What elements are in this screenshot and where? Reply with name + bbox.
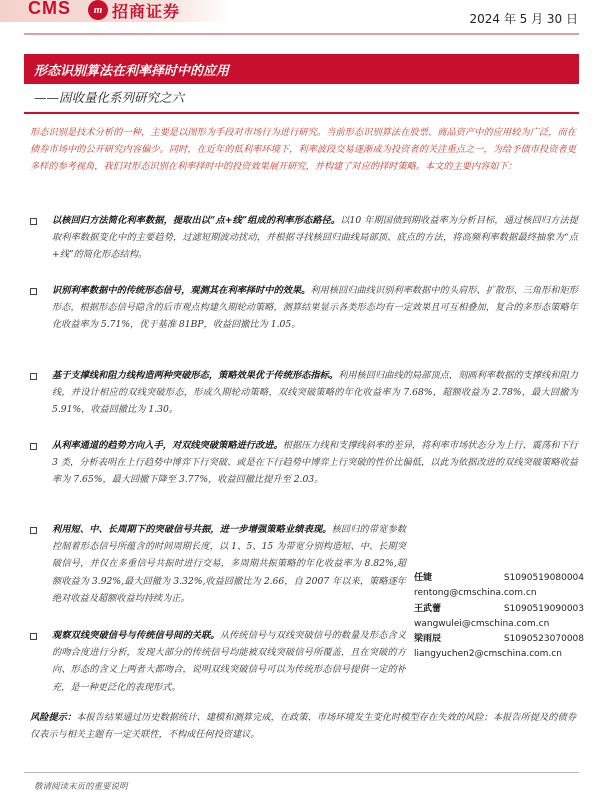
author-cert: S1090519090003: [503, 603, 584, 614]
report-date: 2024 年 5 月 30 日: [469, 12, 578, 26]
bullet-lead: 从利率通道的趋势方向入手，对双线突破策略进行改进。: [52, 440, 283, 451]
bullet-lead: 识别利率数据中的传统形态信号，观测其在利率择时中的效果。: [52, 285, 311, 296]
bullet-lead: 观察双线突破信号与传统信号间的关联。: [52, 630, 220, 641]
risk-label: 风险提示：: [30, 712, 77, 723]
author-row: [414, 571, 584, 586]
bullet-body: 以10 年期国债到期收益率为分析目标，通过核回归方法提取利率数据变化中的主要趋势，过滤短期波动扰动，并根据寻找核回归曲线局部顶、底点的方法，将高频利率数据最终抽象为“点+线”的简化形态结构。: [52, 215, 578, 261]
risk-warning: [30, 709, 576, 743]
author-name: 梁雨辰: [414, 634, 442, 645]
summary-bullet: [30, 627, 406, 696]
page-header: [0, 0, 600, 40]
report-subtitle: ——固收量化系列研究之六: [34, 90, 185, 105]
title-bar: [24, 54, 579, 84]
logo-text-en: CMS: [28, 0, 71, 18]
author-email[interactable]: liangyuchen2@cmschina.com.cn: [414, 649, 562, 660]
subtitle-divider: [24, 112, 579, 114]
summary-bullet: [30, 437, 578, 489]
summary-bullet: [30, 367, 578, 419]
footer-divider: [24, 772, 579, 773]
report-title: 形态识别算法在利率择时中的应用: [34, 64, 230, 79]
risk-text: 本报告结果通过历史数据统计、建模和测算完成，在政策、市场环境发生变化时模型存在失效的风险；本报告所提及的债券仅表示与相关主题有一定关联性，不构成任何投资建议。: [30, 712, 577, 741]
bullet-body: 核回归的带宽参数控制着形态信号所蕴含的时间周期长度，以 1、5、15 为带宽分别构造短、中、长期突破信号，并仅在多重信号共振时进行交易，多周期共振策略的年化收益率为 8.82%,超额收益为 3.92%,最大回撤为 3.32%,收益回撤比为 2.66，自 2007 年以来，策略逐年绝对收益及超额收益均持续为正。: [52, 524, 407, 604]
author-email[interactable]: wangwulei@cmschina.com.cn: [414, 618, 550, 629]
square-bullet-icon: [30, 443, 37, 450]
bullet-lead: 利用短、中、长周期下的突破信号共振，进一步增强策略业绩表现。: [52, 524, 332, 535]
author-name: 任婕: [414, 573, 433, 583]
author-name: 王武蕾: [414, 603, 442, 614]
header-divider: [24, 33, 579, 35]
logo-text-cn: 招商证券: [112, 2, 181, 21]
square-bullet-icon: [30, 633, 37, 640]
logo-mark-icon: m: [88, 0, 108, 20]
author-row: [414, 602, 584, 617]
summary-bullet: [30, 521, 406, 607]
bullet-lead: 以核回归方法简化利率数据，提取出以“点+线”组成的利率形态路径。: [52, 215, 341, 226]
square-bullet-icon: [30, 527, 37, 534]
intro-paragraph: 形态识别是技术分析的一种，主要是以图形为手段对市场行为进行研究。当前形态识别算法在股票、商品资产中的应用较为广泛，而在债券市场中的公开研究内容偏少。同时，在近年的低利率环境下，利率波段交易逐渐成为投资者的关注重点之一，为给予债市投资者更多样的参考视角，我们对形态识别在利率择时中的投资效果展开研究，并构建了对应的择时策略。本文的主要内容如下：: [30, 127, 576, 173]
author-row: [414, 632, 584, 647]
summary-bullet: [30, 212, 578, 264]
bullet-lead: 基于支撑线和阻力线构造两种突破形态，策略效果优于传统形态指标。: [52, 370, 339, 381]
bullet-body: 根据压力线和支撑线斜率的差异，将利率市场状态分为上行、震荡和下行 3 类，分析表明在上行趋势中博弈下行突破、或是在下行趋势中博弈上行突破的性价比偏低，以此为依据改进的双线突破策略收益率为 7.65%，最大回撤下降至 3.77%，收益回撤比提升至 2.03。: [52, 440, 578, 486]
author-cert: S1090519080004: [503, 573, 584, 583]
bullet-body: 从传统信号与双线突破信号的数量及形态含义的吻合度进行分析，发现大部分的传统信号均能被双线突破信号所覆盖，且在突破的方向、形态的含义上两者大都吻合，说明双线突破信号可以为传统形态信号提供一定的补充，是一种更泛化的表现形式。: [52, 630, 407, 693]
footer-note: 敬请阅读末页的重要说明: [34, 782, 128, 792]
summary-bullet: [30, 282, 578, 334]
author-email[interactable]: rentong@cmschina.com.cn: [414, 588, 537, 599]
bullet-body: 利用核回归曲线识别利率数据中的头肩形、扩散形、三角形和矩形形态，根据形态信号隐含的后市观点构建久期轮动策略，测算结果显示各类形态均有一定效果且可互相叠加，复合的多形态策略年化收益率为 5.71%，优于基准 81BP，收益回撤比为 1.05。: [52, 285, 578, 331]
square-bullet-icon: [30, 373, 37, 380]
square-bullet-icon: [30, 288, 37, 295]
bullet-body: 利用核回归曲线的局部顶点，刻画利率数据的支撑线和阻力线，并设计相应的双线突破形态，形成久期轮动策略，双线突破策略的年化收益率为 7.68%，超额收益为 2.78%，最大回撤为 5.91%，收益回撤比为 1.30。: [52, 370, 579, 416]
author-cert: S1090523070008: [503, 634, 584, 645]
author-panel: [414, 571, 584, 663]
square-bullet-icon: [30, 218, 37, 225]
